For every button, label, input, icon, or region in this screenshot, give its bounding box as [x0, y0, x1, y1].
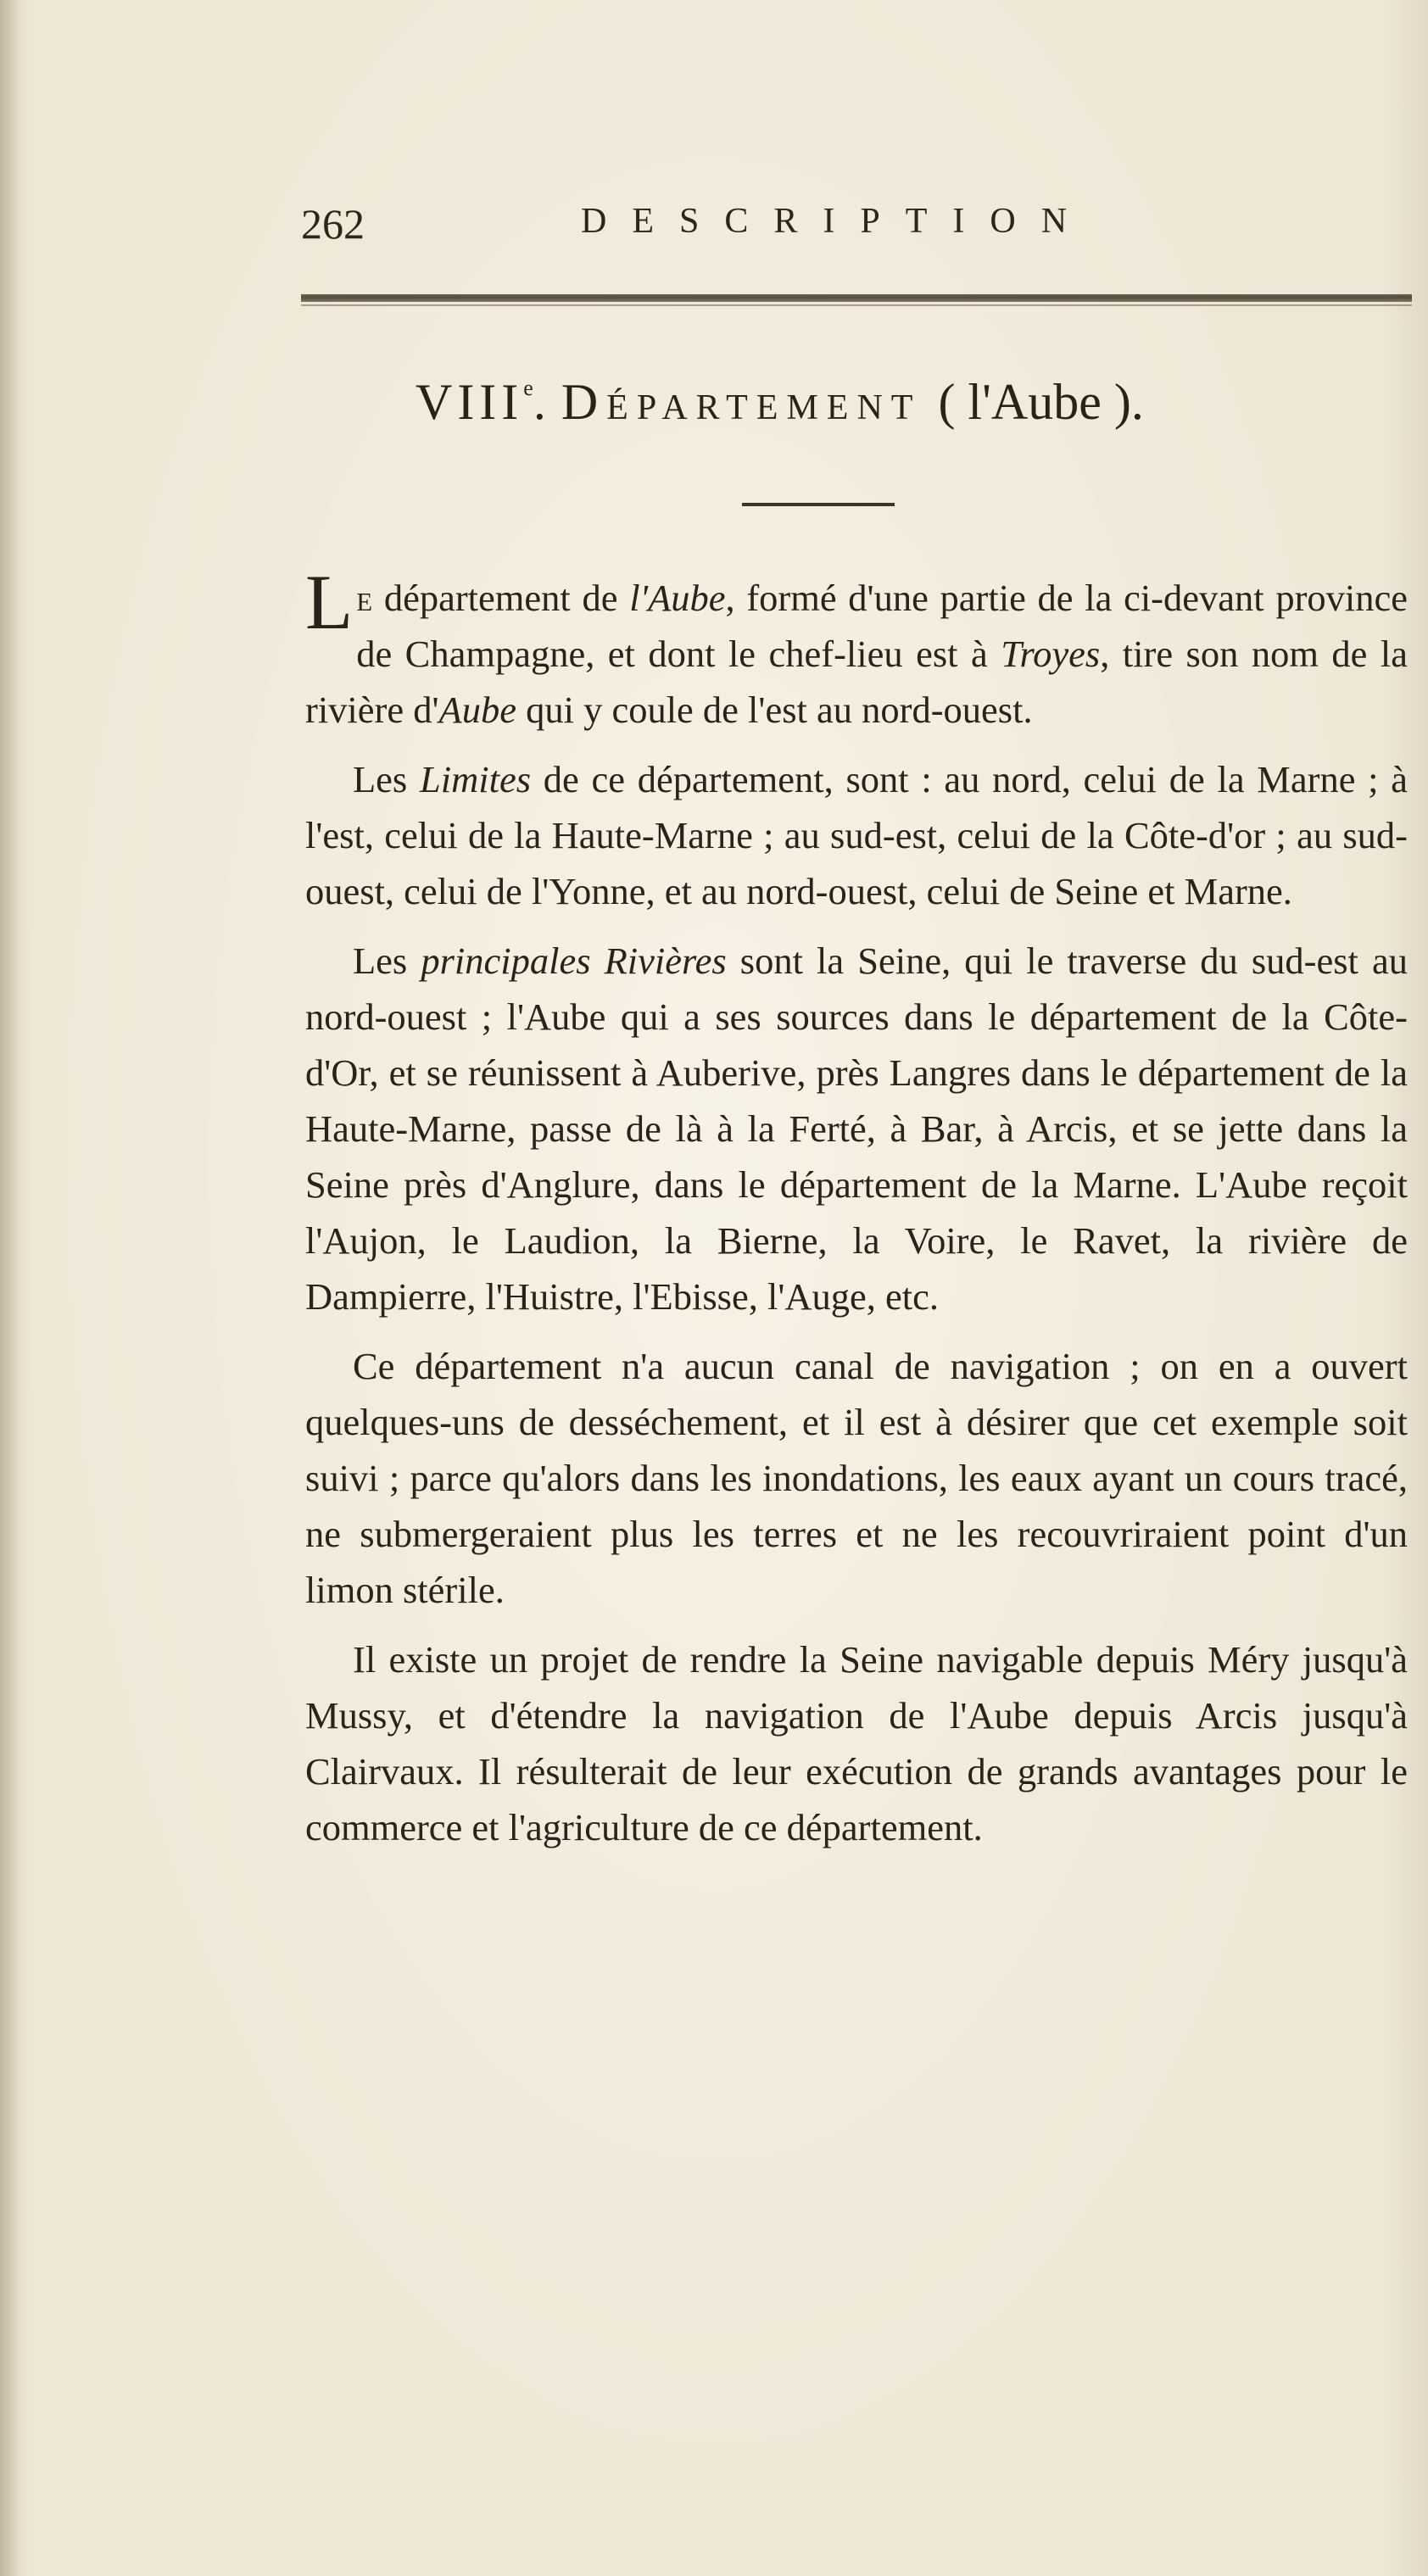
body-paragraph: [305, 1338, 1408, 1618]
header-rule-thin: [301, 304, 1412, 306]
italic-term: principales Rivières: [421, 940, 727, 982]
italic-term: Limites: [419, 758, 532, 800]
page-number: 262: [301, 200, 365, 248]
text-run: qui y coule de l'est au nord-ouest.: [516, 689, 1033, 731]
text-run: , tire son nom de la rivière d': [305, 633, 1408, 731]
section-numeral-suffix: e: [523, 376, 533, 400]
body-text: [305, 559, 1408, 1869]
text-run: Les: [353, 758, 420, 800]
text-run: Ce département n'a aucun canal de navigation ; on en a ouvert quelques-uns de desséchement, et il est à désirer que cet exemple soit suivi ; parce qu'alors dans les inondations, les eaux ayant un cours tracé, ne submergeraient plus les terres et ne les recouvriraient point d'un limon stérile.: [305, 1345, 1408, 1611]
text-run: département de: [372, 577, 630, 619]
italic-term: l'Aube: [629, 577, 726, 619]
body-paragraph: [305, 933, 1408, 1324]
body-paragraph: [305, 559, 1408, 738]
italic-term: Aube: [438, 689, 516, 731]
drop-cap-lead: Le: [305, 559, 373, 645]
section-department-word: Département: [561, 374, 922, 430]
text-run: sont la Seine, qui le traverse du sud-est au nord-ouest ; l'Aube qui a ses sources dans le département de la Côte-d'Or, et se réunissent à Auberive, près Langres dans le département de la Haute-Marne, passe de là à la Ferté, à Bar, à Arcis, et se jette dans la Seine près d'Anglure, dans le département de la Marne. L'Aube reçoit l'Aujon, le Laudion, la Bierne, la Voire, le Ravet, la rivière de Dampierre, l'Huistre, l'Ebisse, l'Auge, etc.: [305, 940, 1408, 1318]
header-rule: [301, 294, 1412, 302]
page-header: [301, 199, 1149, 259]
body-paragraph: [305, 1631, 1408, 1855]
section-title: [416, 373, 1348, 432]
title-period: .: [533, 374, 546, 430]
italic-term: Troyes: [1001, 633, 1101, 675]
body-paragraph: [305, 751, 1408, 919]
binding-shadow: [0, 0, 22, 2576]
text-run: Les: [353, 940, 421, 982]
section-department-name: ( l'Aube ).: [938, 374, 1144, 430]
text-run: de ce département, sont : au nord, celui de la Marne ; à l'est, celui de la Haute-Marne ; au sud-est, celui de la Côte-d'or ; au sud-ouest, celui de l'Yonne, et au nord-ouest, celui de Seine et Marne.: [305, 758, 1408, 912]
title-separator-rule: [742, 503, 895, 506]
running-head: DESCRIPTION: [581, 202, 1093, 241]
text-run: Il existe un projet de rendre la Seine navigable depuis Méry jusqu'à Mussy, et d'étendre la navigation de l'Aube depuis Arcis jusqu'à Clairvaux. Il résulterait de leur exécution de grands avantages pour le commerce et l'agriculture de ce département.: [305, 1638, 1408, 1848]
text-run: , formé d'une partie de la ci-devant province de Champagne, et dont le chef-lieu est à: [356, 577, 1408, 675]
section-numeral: VIII: [416, 374, 524, 430]
